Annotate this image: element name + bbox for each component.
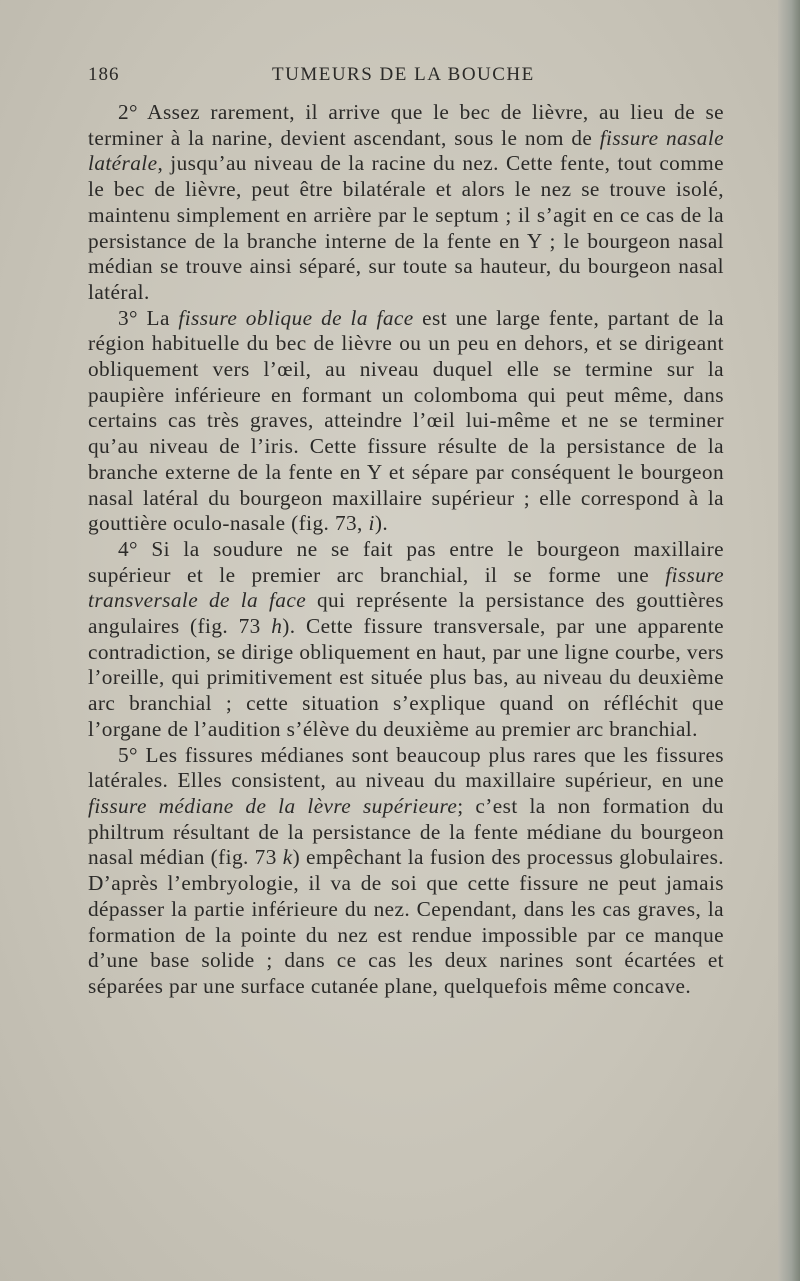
italic-term: k — [282, 845, 293, 870]
text-run: qui représente la persistance des gouttières angulaires (fig. 73 — [88, 588, 724, 639]
italic-term: fissure médiane de la lèvre supérieure — [88, 793, 458, 818]
text-run: 5° Les fissures médianes sont beaucoup plus rares que les fissures latérales. Elles consistent, au niveau du maxillaire supérieur, en une — [88, 742, 724, 793]
italic-term: fissure transversale de la face — [88, 562, 724, 613]
page-header — [88, 64, 728, 94]
italic-term: fissure oblique de la face — [178, 305, 414, 330]
text-run: ). — [374, 511, 389, 536]
text-run: est une large fente, partant de la région habituelle du bec de lièvre ou un peu en dehors, et se dirigeant obliquement vers l’œil, au niveau duquel elle se termine sur la paupière inférieure en formant un colomboma qui peut même, dans certains cas très graves, atteindre l’œil lui-même et ne se terminer qu’au niveau de l’iris. Cette fissure résulte de la persistance de la branche externe de la fente en Y et sépare par conséquent le bourgeon nasal latéral du bourgeon maxillaire supérieur ; elle correspond à la gouttière oculo-nasale (fig. 73, — [88, 305, 724, 536]
paragraph — [88, 743, 724, 1000]
text-run: 3° La — [118, 305, 179, 330]
page-edge — [778, 0, 800, 1281]
text-run: ). Cette fissure transversale, par une apparente contradiction, se dirige obliquement en haut, par une ligne courbe, vers l’oreille, qui primitivement est située plus bas, au niveau du deuxième arc branchial ; cette situation s’explique quand on réfléchit que l’organe de l’audition s’élève du deuxième au premier arc branchial. — [88, 614, 724, 741]
text-run: 2° Assez rarement, il arrive que le bec de lièvre, au lieu de se terminer à la narine, devient ascendant, sous le nom de — [88, 100, 724, 150]
italic-term: i — [368, 511, 375, 536]
text-run: ; c’est la non formation du philtrum résultant de la persistance de la fente médiane du bourgeon nasal médian (fig. 73 — [88, 793, 724, 870]
text-run: 4° Si la soudure ne se fait pas entre le bourgeon maxillaire supérieur et le premier arc branchial, il se forme une — [88, 536, 724, 587]
text-run: ) empêchant la fusion des processus globulaires. D’après l’embryologie, il va de soi que cette fissure ne peut jamais dépasser la partie inférieure du nez. Cependant, dans les cas graves, la formation de la pointe du nez est rendue impossible par ce manque d’une base solide ; dans ce cas les deux narines sont écartées et séparées par une surface cutanée plane, quelquefois même concave. — [88, 845, 724, 998]
paragraph — [88, 537, 724, 743]
paragraph — [88, 100, 724, 306]
page-number: 186 — [88, 64, 120, 85]
italic-term: h — [271, 614, 283, 639]
body-text — [88, 100, 724, 1000]
paragraph — [88, 306, 724, 537]
text-run: , jusqu’au niveau de la racine du nez. Cette fente, tout comme le bec de lièvre, peut être bilatérale et alors le nez se trouve isolé, maintenu simplement en arrière par le septum ; il s’agit en ce cas de la persistance de la branche interne de la fente en Y ; le bourgeon nasal médian se trouve ainsi séparé, sur toute sa hauteur, du bourgeon nasal latéral. — [88, 151, 724, 304]
running-title: TUMEURS DE LA BOUCHE — [272, 64, 535, 85]
italic-term: fissure nasale latérale — [88, 125, 724, 176]
